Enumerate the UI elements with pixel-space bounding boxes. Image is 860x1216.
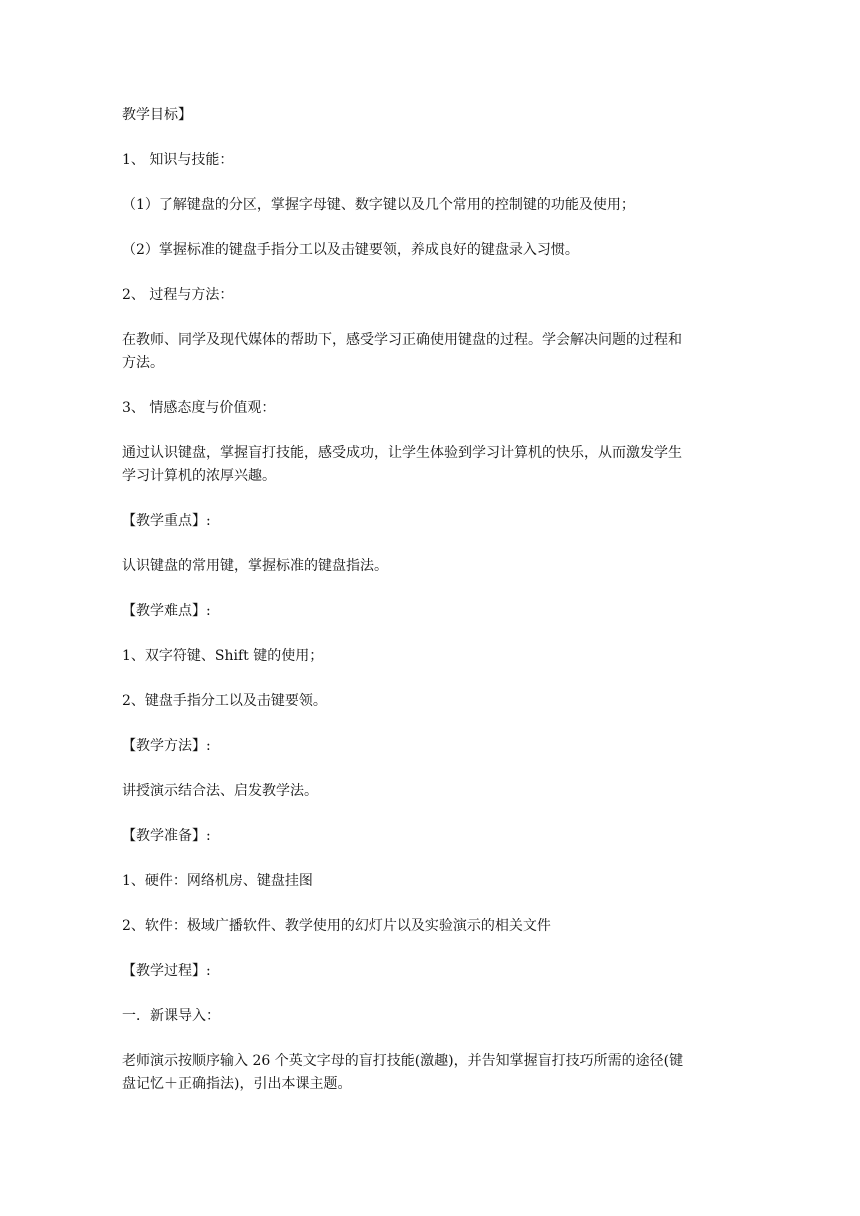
paragraph-methods: 讲授演示结合法、启发教学法。 — [122, 783, 318, 799]
section-heading-difficulties: 【教学难点】: — [122, 603, 211, 619]
paragraph-intro-line-1: 老师演示按顺序输入 26 个英文字母的盲打技能(激趣)，并告知掌握盲打技巧所需的途径(键 — [122, 1053, 684, 1069]
section-heading-methods: 【教学方法】: — [122, 738, 211, 754]
item-process-methods: 2、 过程与方法： — [122, 287, 234, 303]
paragraph-attitude-line-1: 通过认识键盘，掌握盲打技能，感受成功，让学生体验到学习计算机的快乐，从而激发学生 — [122, 445, 682, 461]
paragraph-attitude-line-2: 学习计算机的浓厚兴趣。 — [122, 468, 276, 484]
section-heading-key-points: 【教学重点】: — [122, 513, 211, 529]
section-heading-preparation: 【教学准备】: — [122, 828, 211, 844]
item-new-lesson-intro: 一．新课导入： — [122, 1008, 220, 1024]
item-attitude-values: 3、 情感态度与价值观： — [122, 400, 276, 416]
item-knowledge-skills: 1、 知识与技能： — [122, 152, 234, 168]
section-heading-teaching-goals: 教学目标】 — [122, 107, 192, 123]
item-preparation-hardware: 1、硬件：网络机房、键盘挂图 — [122, 873, 313, 889]
paragraph-goal-2: （2）掌握标准的键盘手指分工以及击键要领，养成良好的键盘录入习惯。 — [122, 242, 579, 258]
item-difficulty-2: 2、键盘手指分工以及击键要领。 — [122, 693, 327, 709]
item-difficulty-1: 1、双字符键、Shift 键的使用； — [122, 648, 324, 664]
paragraph-process-line-1: 在教师、同学及现代媒体的帮助下，感受学习正确使用键盘的过程。学会解决问题的过程和 — [122, 332, 682, 348]
paragraph-goal-1: （1）了解键盘的分区，掌握字母键、数字键以及几个常用的控制键的功能及使用； — [122, 197, 635, 213]
item-preparation-software: 2、软件：极域广播软件、教学使用的幻灯片以及实验演示的相关文件 — [122, 918, 551, 934]
paragraph-intro-line-2: 盘记忆＋正确指法)，引出本课主题。 — [122, 1076, 352, 1092]
paragraph-process-line-2: 方法。 — [122, 355, 164, 371]
section-heading-process: 【教学过程】: — [122, 963, 211, 979]
paragraph-key-points: 认识键盘的常用键，掌握标准的键盘指法。 — [122, 558, 388, 574]
